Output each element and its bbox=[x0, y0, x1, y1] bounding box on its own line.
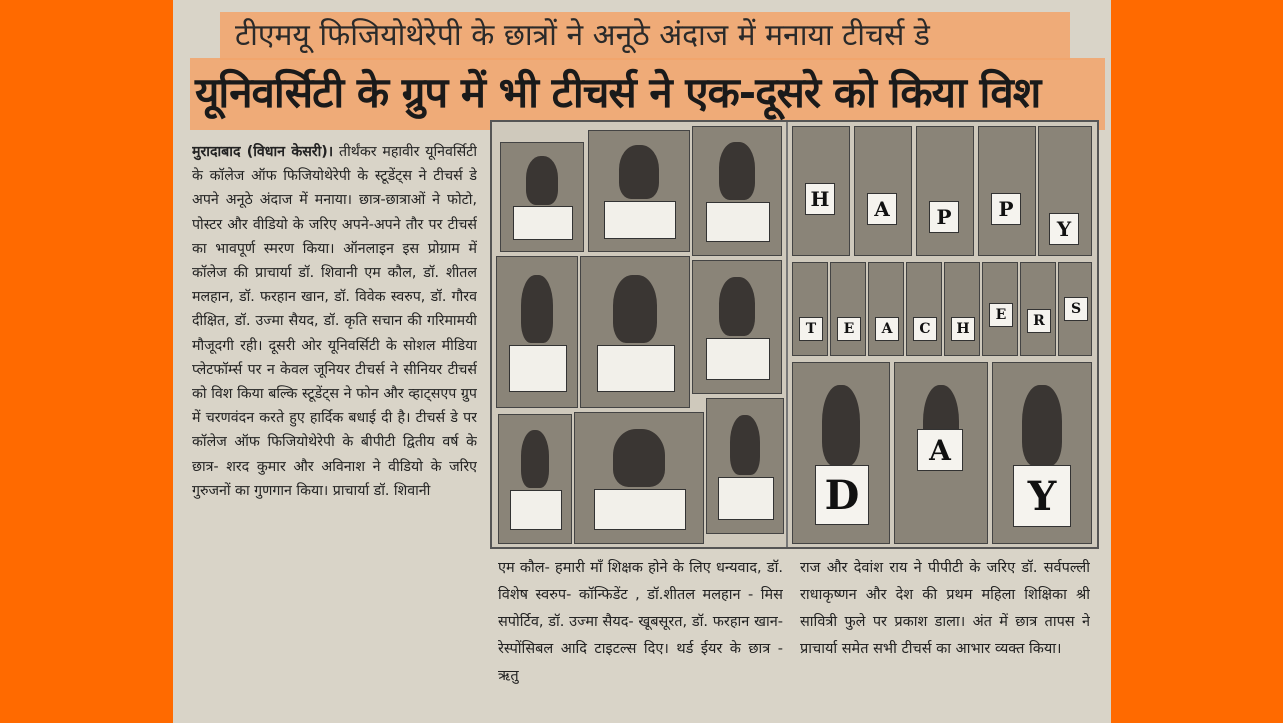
collage-divider bbox=[786, 122, 788, 547]
letter-photo-y2 bbox=[992, 362, 1092, 544]
letter-photo-a2 bbox=[894, 362, 988, 544]
person-silhouette bbox=[1022, 385, 1061, 466]
letter-card: P bbox=[929, 201, 959, 233]
student-photo bbox=[498, 414, 572, 544]
student-photo bbox=[692, 260, 782, 394]
left-column bbox=[192, 140, 477, 723]
letter-photo bbox=[1020, 262, 1056, 356]
middle-column: एम कौल- हमारी माँ शिक्षक होने के लिए धन्यवाद, डॉ. विशेष स्वरुप- कॉन्फिडेंट , डॉ.शीतल मलहान - मिस सपोर्टिव, डॉ. उज्मा सैयद- खूबसूरत, डॉ. फरहान खान- रेस्पोंसिबल आदि टाइटल्स दिए। थर्ड ईयर के छात्र - ऋतु bbox=[498, 560, 783, 684]
letter-card: A bbox=[875, 317, 899, 341]
letter-photo-h bbox=[792, 126, 850, 256]
letter-card: H bbox=[951, 317, 975, 341]
headline-small: टीएमयू फिजियोथेरेपी के छात्रों ने अनूठे अंदाज में मनाया टीचर्स डे bbox=[235, 18, 930, 53]
letter-photo bbox=[792, 262, 828, 356]
student-photo bbox=[588, 130, 690, 252]
person-silhouette bbox=[822, 385, 860, 466]
left-column-text: तीर्थंकर महावीर यूनिवर्सिटी के कॉलेज ऑफ फिजियोथेरेपी के स्टूडेंट्स ने टीचर्स डे अपने अनूठे अंदाज में मनाया। छात्र-छात्राओं ने फोटो, पोस्टर और वीडियो के जरिए अपने-अपने तौर पर टीचर्स का भावपूर्ण स्मरण किया। ऑनलाइन इस प्रोग्राम में कॉलेज की प्राचार्या डॉ. शिवानी एम कौल, डॉ. शीतल मलहान, डॉ. फरहान खान, डॉ. विवेक स्वरुप, डॉ. गौरव दीक्षित, डॉ. उज्मा सैयद, डॉ. कृति सचान की गरिमामयी मौजूदगी रही। दूसरी ओर यूनिवर्सिटी के सोशल मीडिया प्लेटफॉर्म्स पर न केवल जूनियर टीचर्स ने सीनियर टीचर्स को विश किया बल्कि स्टूडेंट्स ने फोन और व्हाट्सएप ग्रुप में चरणवंदन करते हुए हार्दिक बधाई दी है। टीचर्स डे पर कॉलेज ऑफ फिजियोथेरेपी के बीपीटी द्वितीय वर्ष के छात्र- शरद कुमार और अविनाश ने वीडियो के जरिए गुरुजनों का गुणगान किया। प्राचार्या डॉ. शिवानी bbox=[192, 144, 477, 499]
letter-photo bbox=[906, 262, 942, 356]
letter-card: C bbox=[913, 317, 937, 341]
student-photo bbox=[692, 126, 782, 256]
student-photo bbox=[706, 398, 784, 534]
letter-card: Y bbox=[1049, 213, 1079, 245]
letter-photo-p2 bbox=[978, 126, 1036, 256]
letter-card: S bbox=[1064, 297, 1088, 321]
letter-card: E bbox=[989, 303, 1013, 327]
letter-photo-p bbox=[916, 126, 974, 256]
student-photo bbox=[574, 412, 704, 544]
letter-card: R bbox=[1027, 309, 1051, 333]
dateline: मुरादाबाद (विधान केसरी)। bbox=[192, 144, 334, 160]
letter-photo bbox=[1058, 262, 1092, 356]
student-photo bbox=[500, 142, 584, 252]
student-photo bbox=[580, 256, 690, 408]
letter-photo bbox=[944, 262, 980, 356]
letter-card: D bbox=[815, 465, 869, 525]
right-column: राज और देवांश राय ने पीपीटी के जरिए डॉ. सर्वपल्ली राधाकृष्णन और देश की प्रथम महिला शिक्षिका श्री सावित्री फुले पर प्रकाश डाला। अंत में छात्र तापस ने प्राचार्या समेत सभी टीचर्स का आभार व्यक्त किया। bbox=[800, 560, 1090, 657]
letter-card: A bbox=[867, 193, 897, 225]
letter-photo-a bbox=[854, 126, 912, 256]
letter-photo bbox=[830, 262, 866, 356]
letter-card: P bbox=[991, 193, 1021, 225]
headline-large: यूनिवर्सिटी के ग्रुप में भी टीचर्स ने एक-दूसरे को किया विश bbox=[195, 68, 1041, 117]
letter-photo-d bbox=[792, 362, 890, 544]
letter-photo bbox=[868, 262, 904, 356]
photo-collage bbox=[490, 120, 1099, 549]
letter-card: T bbox=[799, 317, 823, 341]
letter-photo bbox=[982, 262, 1018, 356]
letter-card: E bbox=[837, 317, 861, 341]
letter-card: A bbox=[917, 429, 963, 471]
letter-photo-y bbox=[1038, 126, 1092, 256]
student-photo bbox=[496, 256, 578, 408]
letter-card: H bbox=[805, 183, 835, 215]
letter-card: Y bbox=[1013, 465, 1071, 527]
